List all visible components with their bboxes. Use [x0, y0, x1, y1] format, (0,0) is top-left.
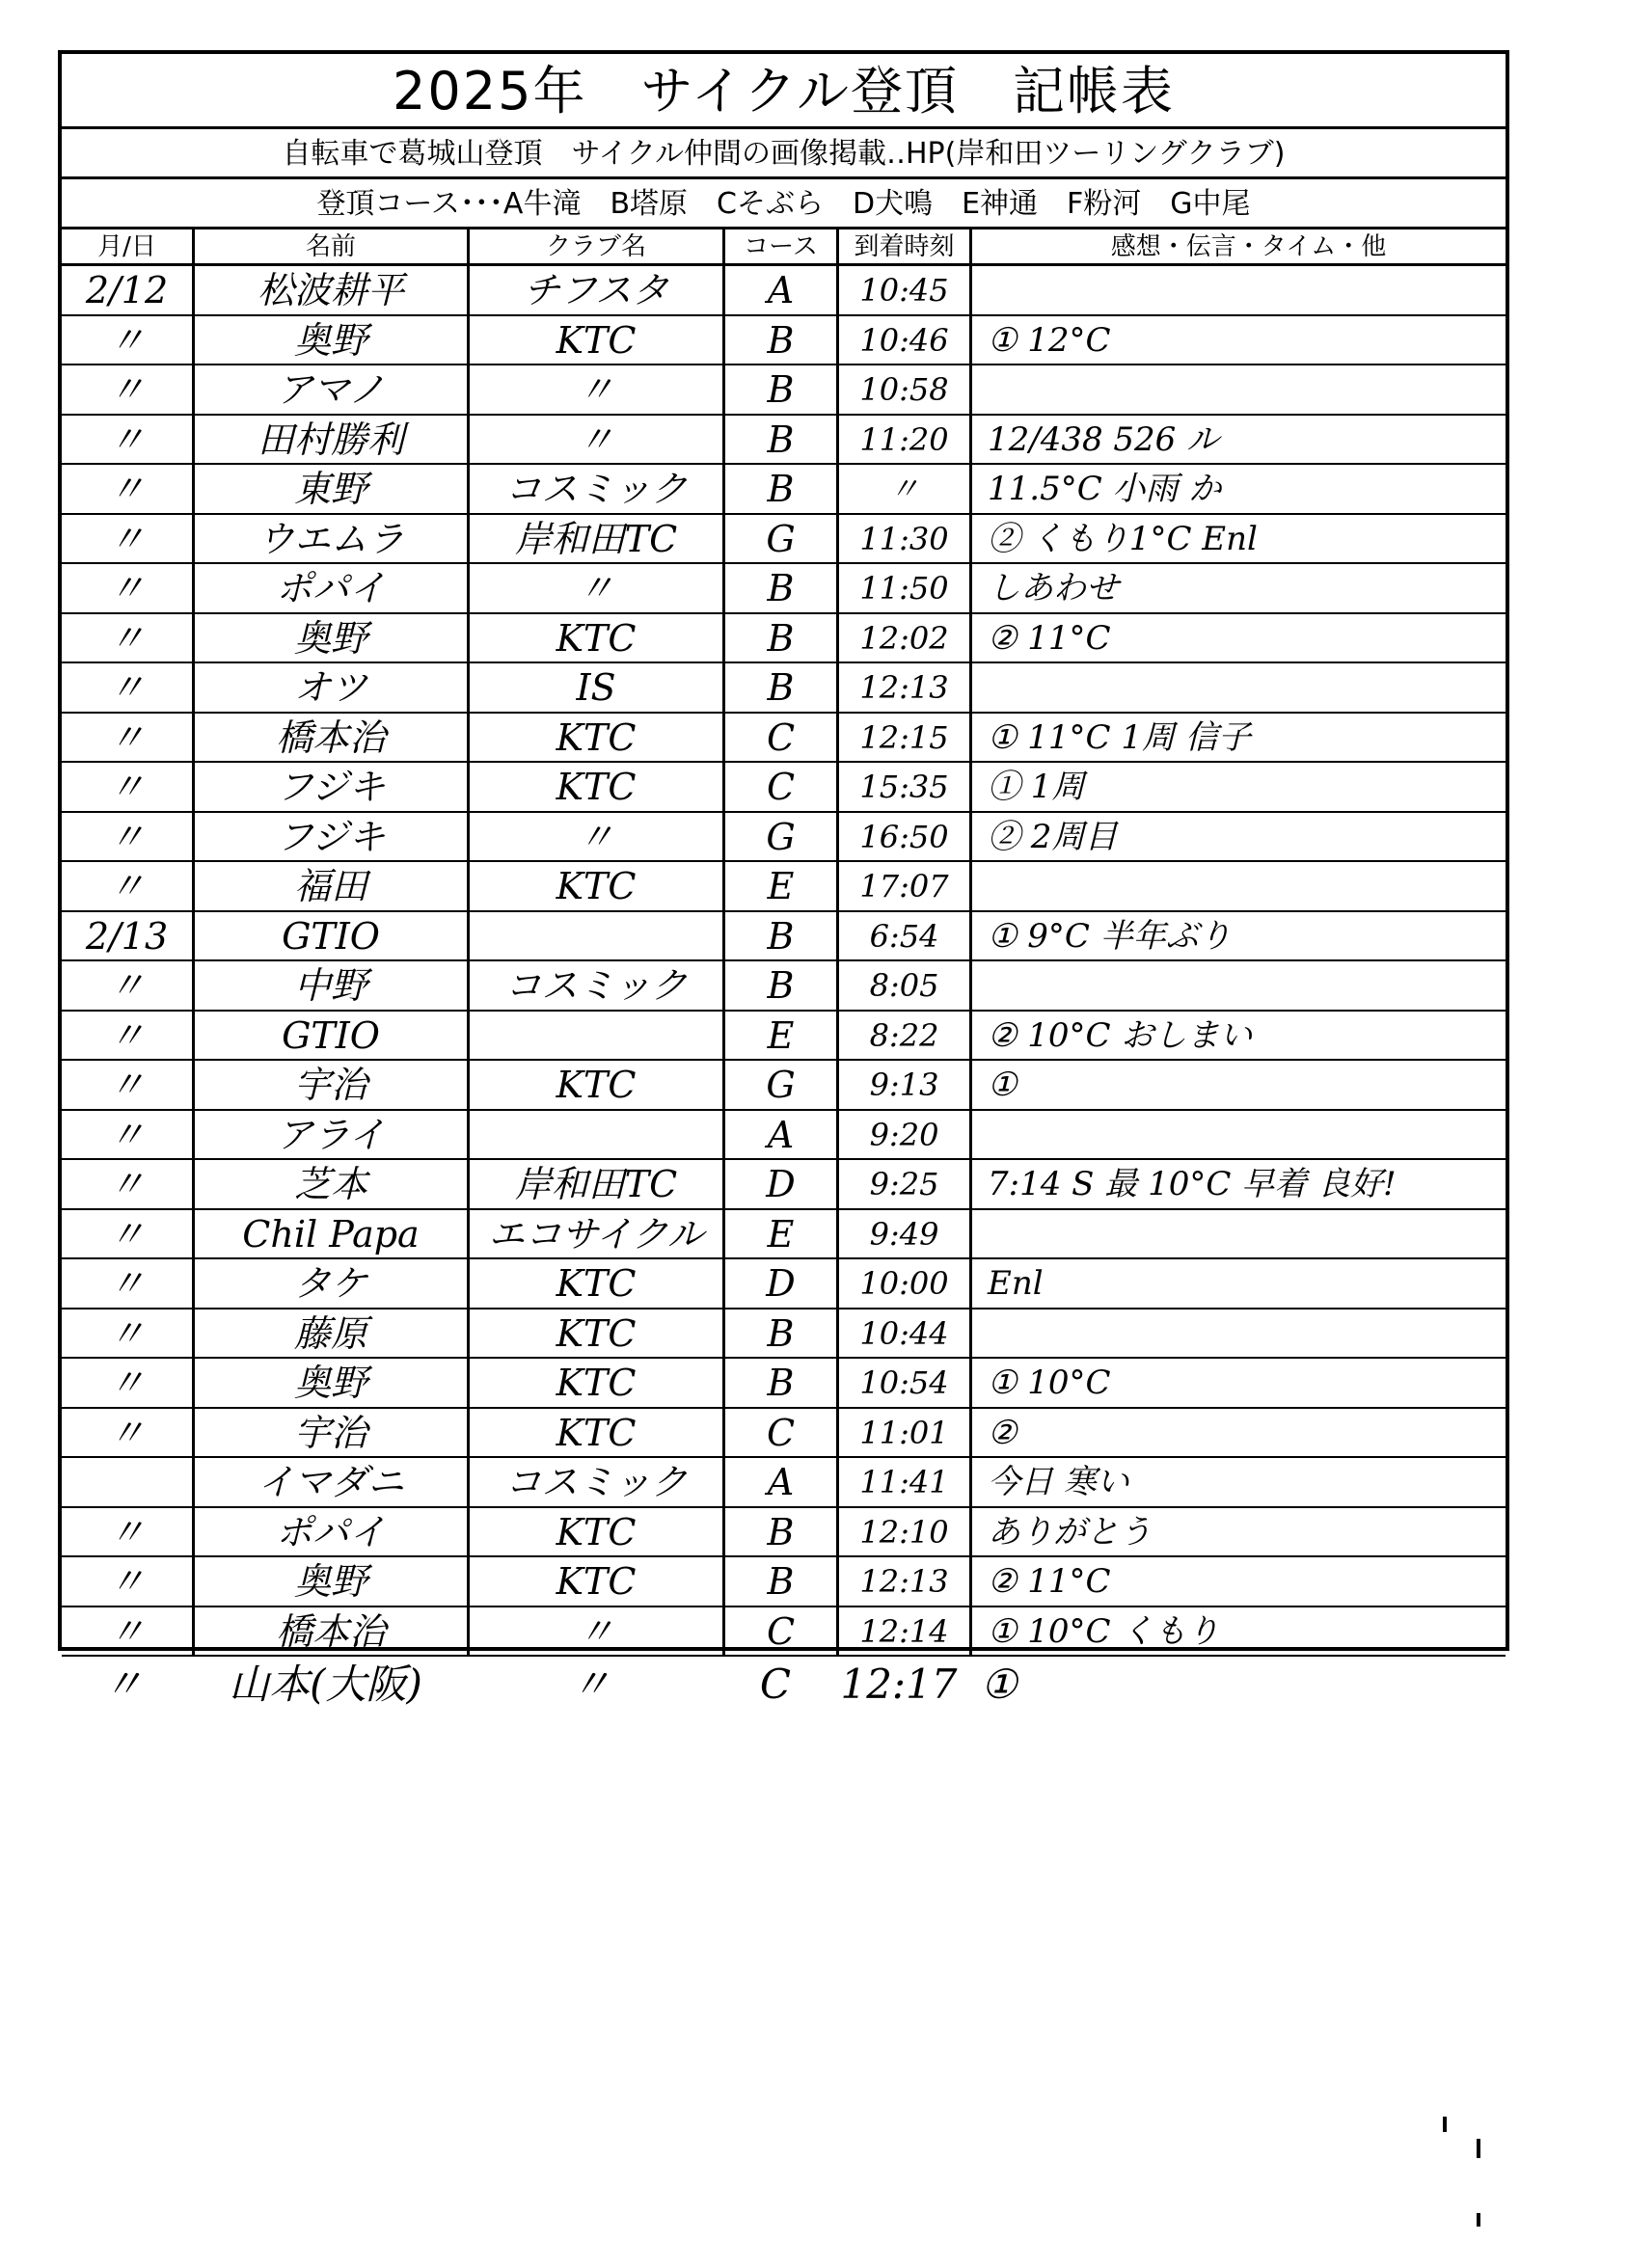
- cell-note: [969, 1210, 1509, 1258]
- cell-name: イマダニ: [192, 1458, 467, 1506]
- table-row: [62, 1160, 1506, 1210]
- cell-time: 12:14: [836, 1607, 969, 1656]
- stray-pen-mark: [1443, 2117, 1447, 2132]
- cell-time: 12:02: [836, 614, 969, 662]
- cell-note: ① 11°C 1周 信子: [969, 714, 1509, 762]
- table-row: [62, 1508, 1506, 1558]
- table-row: [62, 763, 1506, 813]
- sheet-title: 2025年 サイクル登頂 記帳表: [62, 54, 1506, 129]
- table-header-row: [62, 230, 1506, 266]
- cell-club: IS: [467, 663, 722, 712]
- cell-club: コスミック: [467, 465, 722, 513]
- table-row: [62, 1359, 1506, 1409]
- cell-date: 〃: [108, 468, 146, 510]
- extra-time: 12:17: [840, 1660, 958, 1708]
- cell-name: 東野: [192, 465, 467, 513]
- cell-course: B: [722, 961, 836, 1010]
- cell-note: [969, 862, 1509, 910]
- cell-time: 8:05: [836, 961, 969, 1010]
- table-row: [62, 1061, 1506, 1111]
- cell-date: 〃: [108, 666, 146, 709]
- cell-course: G: [722, 813, 836, 861]
- cell-course: A: [722, 266, 836, 314]
- cell-club: KTC: [467, 1359, 722, 1407]
- header-date: 月/日: [97, 232, 156, 261]
- cell-name: GTIO: [192, 1012, 467, 1060]
- cell-name: アマノ: [192, 365, 467, 414]
- cell-note: ①: [969, 1061, 1509, 1109]
- cell-name: タケ: [192, 1259, 467, 1308]
- cell-club: KTC: [467, 763, 722, 811]
- cell-note: [969, 1111, 1509, 1159]
- cell-course: B: [722, 316, 836, 364]
- cell-time: 11:20: [836, 416, 969, 464]
- cell-club: エコサイクル: [467, 1210, 722, 1258]
- cell-course: G: [722, 1061, 836, 1109]
- cell-date: 〃: [108, 964, 146, 1007]
- cell-club: KTC: [467, 316, 722, 364]
- log-sheet: [58, 50, 1509, 1651]
- cell-course: E: [722, 862, 836, 910]
- cell-club: KTC: [467, 714, 722, 762]
- cell-date: 〃: [108, 1163, 146, 1205]
- cell-time: 8:22: [836, 1012, 969, 1060]
- cell-course: B: [722, 912, 836, 960]
- cell-club: 岸和田TC: [467, 1160, 722, 1208]
- table-row: [62, 1607, 1506, 1658]
- cell-date: 〃: [108, 1609, 146, 1653]
- header-time: 到着時刻: [836, 230, 969, 263]
- cell-club: KTC: [467, 1061, 722, 1109]
- header-course: コース: [722, 230, 836, 263]
- cell-time: 17:07: [836, 862, 969, 910]
- table-row: [62, 416, 1506, 466]
- cell-note: ② 2周目: [969, 813, 1509, 861]
- cell-name: GTIO: [192, 912, 467, 960]
- cell-club: [467, 1012, 722, 1060]
- cell-course: B: [722, 614, 836, 662]
- cell-time: 10:45: [836, 266, 969, 314]
- cell-course: B: [722, 663, 836, 712]
- cell-date: 〃: [108, 1362, 146, 1404]
- cell-time: 10:00: [836, 1259, 969, 1308]
- sheet-subtitle: 自転車で葛城山登頂 サイクル仲間の画像掲載‥HP(岸和田ツーリングクラブ): [62, 129, 1506, 179]
- cell-club: 岸和田TC: [467, 515, 722, 563]
- cell-note: ① 1周: [969, 763, 1509, 811]
- cell-date: 〃: [108, 1510, 146, 1553]
- cell-note: Enl: [969, 1259, 1509, 1308]
- cell-club: 〃: [467, 813, 722, 861]
- table-row: [62, 1111, 1506, 1161]
- extra-note: ①: [981, 1660, 1018, 1708]
- cell-date: 〃: [108, 766, 146, 808]
- stray-pen-mark: [1477, 2139, 1480, 2158]
- cell-name: 芝本: [192, 1160, 467, 1208]
- table-row: [62, 1259, 1506, 1310]
- cell-name: 橋本治: [192, 1607, 467, 1656]
- cell-date: 〃: [108, 418, 146, 461]
- cell-name: フジキ: [192, 763, 467, 811]
- cell-club: KTC: [467, 614, 722, 662]
- cell-time: 〃: [836, 465, 969, 513]
- cell-note: ② 10°C おしまい: [969, 1012, 1509, 1060]
- cell-course: B: [722, 1359, 836, 1407]
- cell-club: コスミック: [467, 961, 722, 1010]
- cell-course: E: [722, 1012, 836, 1060]
- table-row: [62, 1210, 1506, 1260]
- cell-time: 9:13: [836, 1061, 969, 1109]
- cell-course: E: [722, 1210, 836, 1258]
- table-row: [62, 1557, 1506, 1607]
- cell-time: 10:46: [836, 316, 969, 364]
- cell-name: 奥野: [192, 1359, 467, 1407]
- extra-name: 山本(大阪): [229, 1660, 422, 1708]
- cell-note: [969, 663, 1509, 712]
- cell-course: D: [722, 1259, 836, 1308]
- cell-time: 10:54: [836, 1359, 969, 1407]
- table-row: [62, 365, 1506, 416]
- cell-note: しあわせ: [969, 564, 1509, 612]
- cell-course: B: [722, 365, 836, 414]
- cell-name: フジキ: [192, 813, 467, 861]
- extra-club: 〃: [570, 1660, 611, 1708]
- cell-date: 〃: [108, 865, 146, 907]
- cell-course: C: [722, 763, 836, 811]
- cell-date: 〃: [108, 1311, 146, 1355]
- cell-note: ② 11°C: [969, 1557, 1509, 1606]
- cell-note: ② 11°C: [969, 614, 1509, 662]
- cell-name: 橋本治: [192, 714, 467, 762]
- cell-course: B: [722, 1310, 836, 1358]
- cell-club: 〃: [467, 1607, 722, 1656]
- cell-date: 〃: [108, 1064, 146, 1106]
- cell-course: B: [722, 1508, 836, 1556]
- cell-course: A: [722, 1111, 836, 1159]
- cell-date: 2/12: [85, 269, 169, 311]
- cell-course: D: [722, 1160, 836, 1208]
- cell-club: KTC: [467, 1259, 722, 1308]
- cell-course: B: [722, 564, 836, 612]
- cell-time: 10:44: [836, 1310, 969, 1358]
- cell-time: 12:13: [836, 1557, 969, 1606]
- cell-time: 6:54: [836, 912, 969, 960]
- cell-name: 松波耕平: [192, 266, 467, 314]
- table-row: [62, 1310, 1506, 1360]
- cell-note: ① 10°C くもり: [969, 1607, 1509, 1656]
- table-row: [62, 1458, 1506, 1508]
- header-note: 感想・伝言・タイム・他: [969, 230, 1509, 263]
- table-row: [62, 564, 1506, 614]
- cell-name: 奥野: [192, 316, 467, 364]
- cell-time: 12:15: [836, 714, 969, 762]
- cell-club: 〃: [467, 564, 722, 612]
- cell-club: 〃: [467, 365, 722, 414]
- course-legend: 登頂コース･･･A牛滝 B塔原 Cそぶら D犬鳴 E神通 F粉河 G中尾: [62, 179, 1506, 230]
- stray-pen-mark: [1477, 2213, 1480, 2227]
- cell-club: コスミック: [467, 1458, 722, 1506]
- cell-date: 〃: [108, 567, 146, 609]
- cell-club: [467, 912, 722, 960]
- cell-date: 〃: [108, 368, 146, 411]
- cell-time: 9:20: [836, 1111, 969, 1159]
- cell-note: 12/438 526 ル: [969, 416, 1509, 464]
- table-row: [62, 465, 1506, 515]
- header-name: 名前: [192, 230, 467, 263]
- table-row: [62, 614, 1506, 664]
- cell-club: KTC: [467, 1310, 722, 1358]
- cell-note: 7:14 S 最 10°C 早着 良好!: [969, 1160, 1509, 1208]
- header-club: クラブ名: [467, 230, 722, 263]
- cell-name: ポパイ: [192, 1508, 467, 1556]
- cell-note: [969, 266, 1509, 314]
- cell-date: 〃: [108, 1411, 146, 1454]
- cell-name: ポパイ: [192, 564, 467, 612]
- cell-note: ① 9°C 半年ぶり: [969, 912, 1509, 960]
- cell-name: オツ: [192, 663, 467, 712]
- cell-date: 〃: [108, 1560, 146, 1603]
- table-row: [62, 316, 1506, 366]
- table-row: [62, 912, 1506, 962]
- cell-time: 11:01: [836, 1409, 969, 1457]
- table-row: [62, 714, 1506, 764]
- cell-date: 〃: [108, 517, 146, 560]
- cell-course: B: [722, 465, 836, 513]
- table-row: [62, 1012, 1506, 1062]
- cell-note: [969, 961, 1509, 1010]
- table-row: [62, 862, 1506, 912]
- cell-date: 〃: [108, 616, 146, 660]
- cell-club: チフスタ: [467, 266, 722, 314]
- cell-date: 〃: [108, 815, 146, 858]
- table-row: [62, 1409, 1506, 1459]
- cell-date: 〃: [108, 1262, 146, 1305]
- cell-time: 11:50: [836, 564, 969, 612]
- cell-time: 11:41: [836, 1458, 969, 1506]
- cell-note: ① 12°C: [969, 316, 1509, 364]
- cell-date: 〃: [108, 1113, 146, 1156]
- cell-club: KTC: [467, 1508, 722, 1556]
- cell-course: B: [722, 1557, 836, 1606]
- cell-course: G: [722, 515, 836, 563]
- cell-note: 今日 寒い: [969, 1458, 1509, 1506]
- cell-note: [969, 365, 1509, 414]
- cell-note: 11.5°C 小雨 か: [969, 465, 1509, 513]
- cell-note: ② くもり1°C Enl: [969, 515, 1509, 563]
- cell-name: 宇治: [192, 1409, 467, 1457]
- cell-club: KTC: [467, 1557, 722, 1606]
- cell-time: 16:50: [836, 813, 969, 861]
- cell-course: C: [722, 714, 836, 762]
- extra-entry-row: [58, 1651, 1509, 1718]
- cell-time: 12:13: [836, 663, 969, 712]
- cell-name: 奥野: [192, 1557, 467, 1606]
- cell-course: C: [722, 1607, 836, 1656]
- extra-date: 〃: [102, 1660, 144, 1708]
- cell-name: 宇治: [192, 1061, 467, 1109]
- cell-note: ②: [969, 1409, 1509, 1457]
- cell-time: 9:49: [836, 1210, 969, 1258]
- cell-course: B: [722, 416, 836, 464]
- cell-club: [467, 1111, 722, 1159]
- cell-time: 15:35: [836, 763, 969, 811]
- table-row: [62, 663, 1506, 714]
- cell-date: 〃: [108, 318, 146, 362]
- cell-name: 福田: [192, 862, 467, 910]
- cell-club: KTC: [467, 862, 722, 910]
- extra-course: C: [759, 1660, 792, 1708]
- table-row: [62, 515, 1506, 565]
- cell-name: 藤原: [192, 1310, 467, 1358]
- cell-course: A: [722, 1458, 836, 1506]
- cell-date: 〃: [108, 716, 146, 759]
- cell-time: 12:10: [836, 1508, 969, 1556]
- table-row: [62, 813, 1506, 863]
- cell-note: [969, 1310, 1509, 1358]
- cell-name: 奥野: [192, 614, 467, 662]
- cell-note: ① 10°C: [969, 1359, 1509, 1407]
- cell-name: アライ: [192, 1111, 467, 1159]
- cell-date: [62, 1458, 192, 1506]
- cell-time: 11:30: [836, 515, 969, 563]
- cell-name: 田村勝利: [192, 416, 467, 464]
- cell-club: 〃: [467, 416, 722, 464]
- cell-time: 9:25: [836, 1160, 969, 1208]
- cell-name: Chil Papa: [192, 1210, 467, 1258]
- cell-note: ありがとう: [969, 1508, 1509, 1556]
- cell-date: 〃: [108, 1212, 146, 1256]
- cell-date: 〃: [108, 1013, 146, 1057]
- cell-name: ウエムラ: [192, 515, 467, 563]
- cell-club: KTC: [467, 1409, 722, 1457]
- table-row: [62, 266, 1506, 316]
- cell-course: C: [722, 1409, 836, 1457]
- cell-name: 中野: [192, 961, 467, 1010]
- table-row: [62, 961, 1506, 1012]
- cell-date: 2/13: [85, 914, 169, 958]
- cell-time: 10:58: [836, 365, 969, 414]
